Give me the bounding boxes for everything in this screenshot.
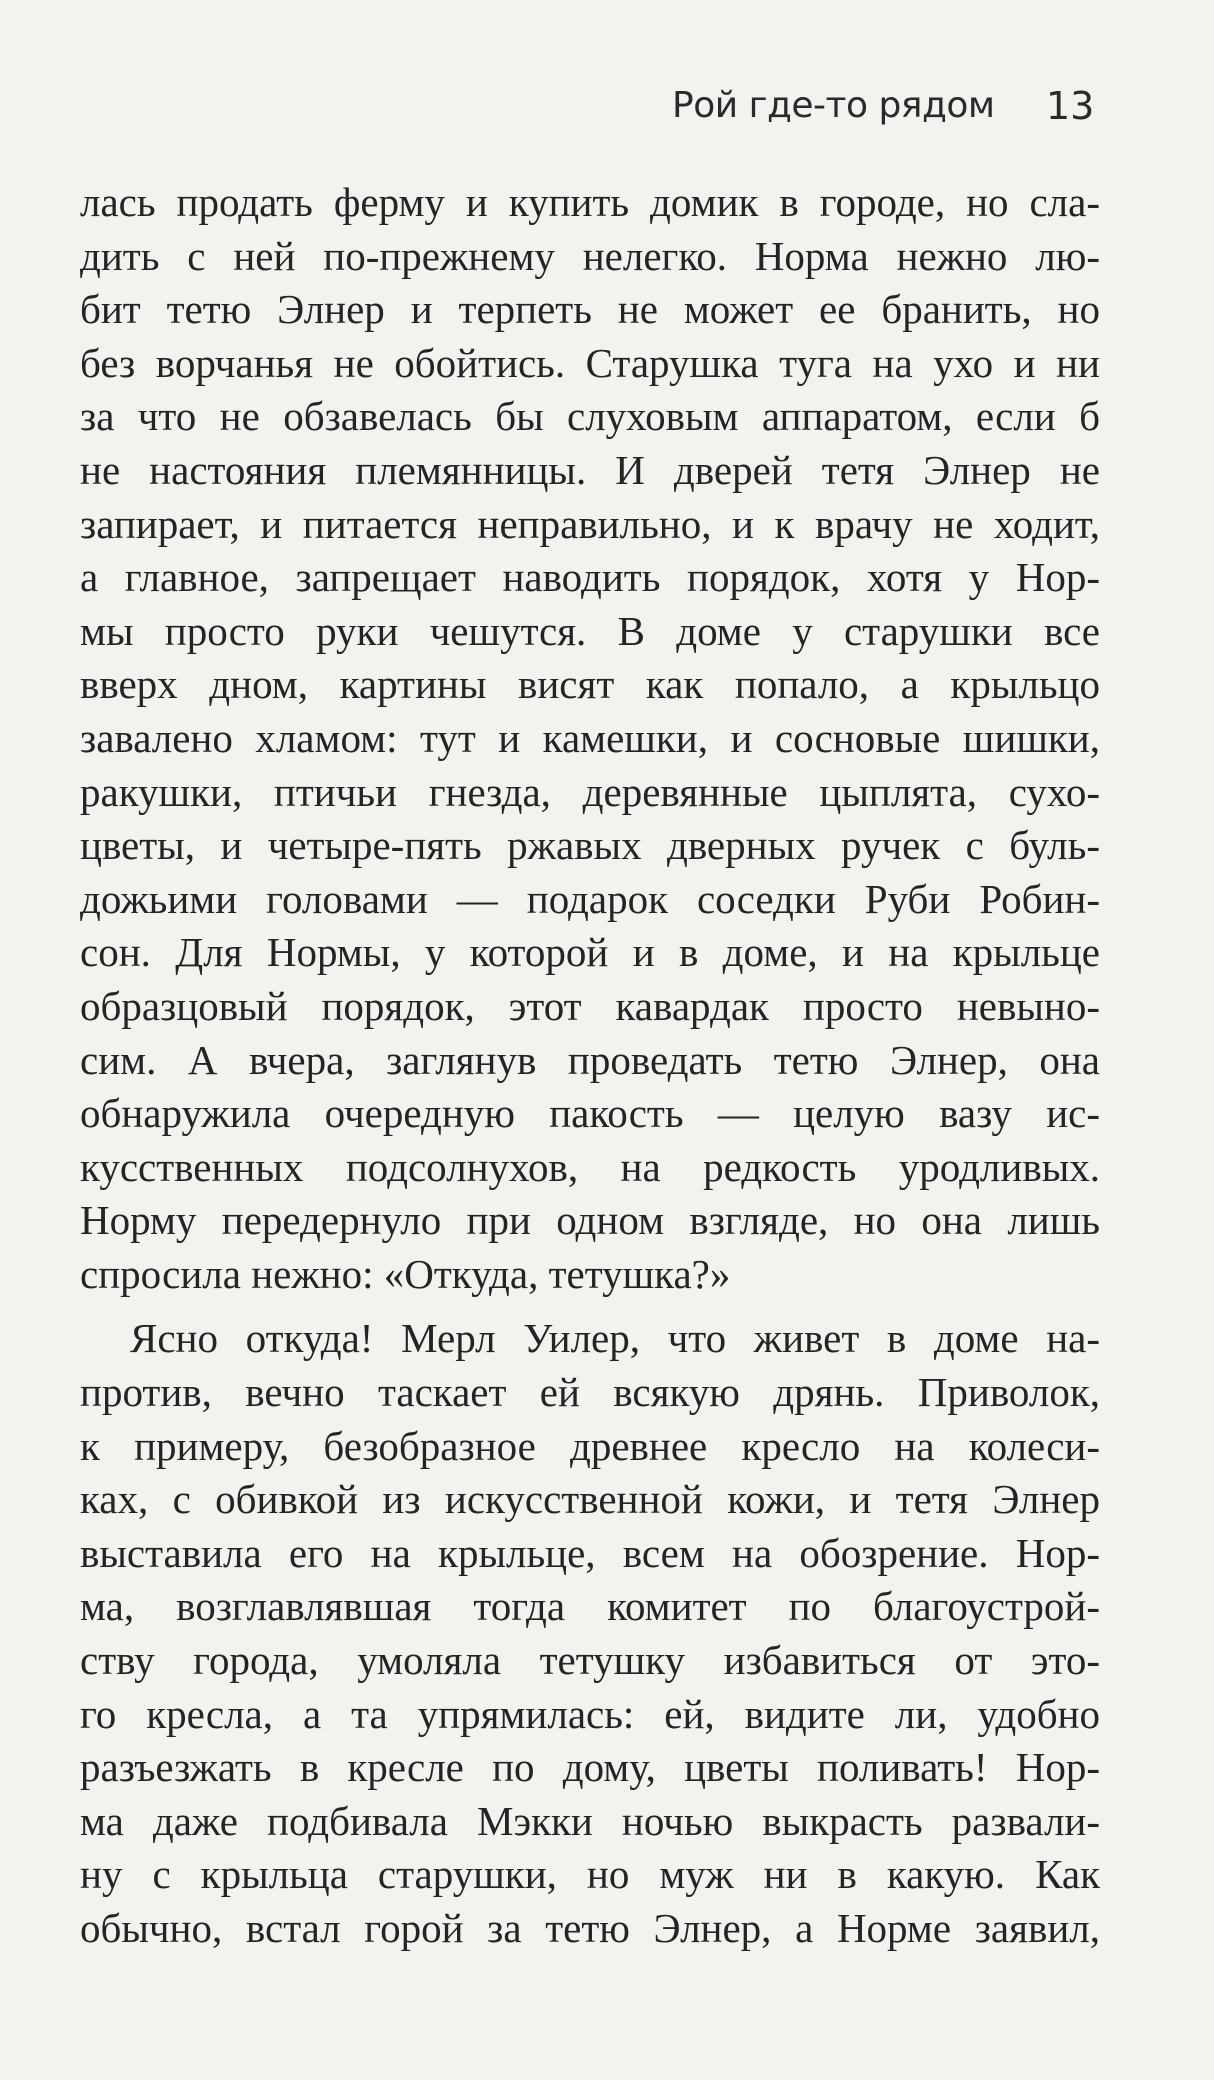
text-line: дожьими головами — подарок соседки Руби Робин- bbox=[80, 875, 1100, 922]
text-line: ству города, умоляла тетушку избавиться от это- bbox=[80, 1637, 1100, 1684]
body-text bbox=[80, 176, 1100, 1956]
text-line: запирает, и питается неправильно, и к врачу не ходит, bbox=[80, 500, 1100, 547]
text-line: за что не обзавелась бы слуховым аппаратом, если б bbox=[80, 393, 1100, 440]
text-line: вверх дном, картины висят как попало, а крыльцо bbox=[80, 661, 1100, 708]
text-line: разъезжать в кресле по дому, цветы поливать! Нор- bbox=[80, 1744, 1100, 1791]
page-header bbox=[0, 78, 1214, 138]
text-line: бит тетю Элнер и терпеть не может ее бранить, но bbox=[80, 286, 1100, 333]
text-line: спросила нежно: «Откуда, тетушка?» bbox=[80, 1250, 731, 1297]
text-line: ну с крыльца старушки, но муж ни в какую. Как bbox=[80, 1851, 1100, 1898]
running-title: Рой где-то рядом bbox=[672, 85, 995, 126]
text-line: обычно, встал горой за тетю Элнер, а Норме заявил, bbox=[80, 1905, 1100, 1951]
text-line: лась продать ферму и купить домик в городе, но сла- bbox=[80, 179, 1100, 225]
text-line: к примеру, безобразное древнее кресло на колеси- bbox=[80, 1422, 1100, 1469]
paragraph bbox=[80, 176, 1100, 1301]
text-line: выставила его на крыльце, всем на обозрение. Нор- bbox=[80, 1529, 1100, 1576]
paragraph bbox=[80, 1312, 1100, 1955]
text-line: обнаружила очередную пакость — целую вазу ис- bbox=[80, 1090, 1100, 1137]
text-line: цветы, и четыре-пять ржавых дверных ручек с буль- bbox=[80, 822, 1100, 869]
text-line: против, вечно таскает ей всякую дрянь. Приволок, bbox=[80, 1369, 1100, 1416]
text-line: ках, с обивкой из искусственной кожи, и тетя Элнер bbox=[80, 1476, 1100, 1523]
text-line: го кресла, а та упрямилась: ей, видите ли, удобно bbox=[80, 1690, 1100, 1737]
text-line: ма даже подбивала Мэкки ночью выкрасть развали- bbox=[80, 1797, 1100, 1844]
text-line: а главное, запрещает наводить порядок, хотя у Нор- bbox=[80, 554, 1100, 601]
text-line: образцовый порядок, этот кавардак просто невыно- bbox=[80, 982, 1100, 1029]
text-line: ма, возглавлявшая тогда комитет по благоустрой- bbox=[80, 1583, 1100, 1630]
paragraph-gap bbox=[80, 1301, 1100, 1312]
page-number: 13 bbox=[1046, 84, 1095, 128]
text-line: завалено хламом: тут и камешки, и сосновые шишки, bbox=[80, 714, 1100, 761]
text-line: ракушки, птичьи гнезда, деревянные цыплята, сухо- bbox=[80, 768, 1100, 815]
text-line: Норму передернуло при одном взгляде, но она лишь bbox=[80, 1197, 1100, 1244]
text-line: кусственных подсолнухов, на редкость уродливых. bbox=[80, 1143, 1100, 1190]
text-line: не настояния племянницы. И дверей тетя Элнер не bbox=[80, 446, 1100, 493]
text-line: без ворчанья не обойтись. Старушка туга на ухо и ни bbox=[80, 339, 1100, 386]
text-line: мы просто руки чешутся. В доме у старушки все bbox=[80, 607, 1100, 654]
text-line: сон. Для Нормы, у которой и в доме, и на крыльце bbox=[80, 929, 1100, 976]
text-line: сим. А вчера, заглянув проведать тетю Элнер, она bbox=[80, 1036, 1100, 1083]
text-line: дить с ней по-прежнему нелегко. Норма нежно лю- bbox=[80, 232, 1100, 279]
text-line: Ясно откуда! Мерл Уилер, что живет в доме на- bbox=[130, 1315, 1100, 1362]
